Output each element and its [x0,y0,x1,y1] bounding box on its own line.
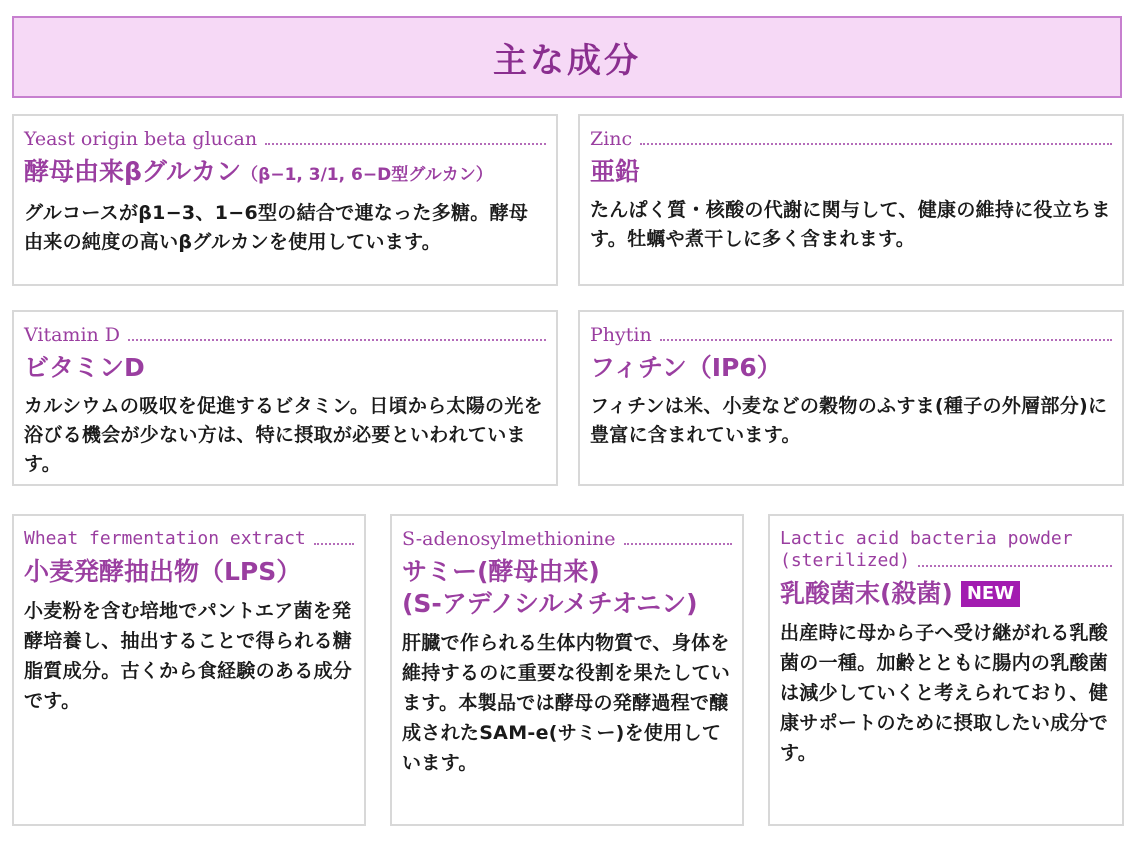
ingredient-japanese-name: ビタミンD [24,353,145,382]
ingredient-english-name [402,528,732,550]
ingredient-card-phytin [578,310,1124,486]
dotted-leader [128,339,546,341]
ingredient-english-label: Phytin [590,324,652,346]
ingredient-english-name [780,528,1112,572]
ingredient-english-label: Yeast origin beta glucan [24,128,258,150]
ingredient-japanese-name: フィチン（IP6） [590,353,782,382]
ingredient-japanese-subtitle: （β−1, 3/1, 6−D型グルカン） [241,165,493,185]
ingredient-japanese-name: 小麦発酵抽出物（LPS） [24,557,302,586]
ingredient-english-name [24,128,546,150]
ingredient-english-label: Zinc [590,128,633,150]
dotted-leader [314,543,354,545]
ingredient-english-name [24,324,546,346]
dotted-leader [660,339,1112,341]
ingredient-english-label-2: (sterilized) [780,550,911,571]
ingredient-english-label: Lactic acid bacteria powder [780,528,1073,549]
ingredient-description: グルコースがβ1−3、1−6型の結合で連なった多糖。酵母由来の純度の高いβグルカンを使用しています。 [24,202,529,253]
ingredient-description: フィチンは米、小麦などの穀物のふすま(種子の外層部分)に豊富に含まれています。 [590,395,1108,446]
ingredient-japanese-name [780,578,1112,610]
dotted-leader [918,565,1112,567]
ingredient-card-zinc [578,114,1124,286]
section-title: 主な成分 [493,40,641,81]
ingredient-card-same [390,514,744,826]
ingredient-japanese-label: 乳酸菌末(殺菌) [780,579,953,608]
ingredient-description: たんぱく質・核酸の代謝に関与して、健康の維持に役立ちます。牡蠣や煮干しに多く含まれます。 [590,199,1111,250]
dotted-leader [265,143,546,145]
ingredient-card-vitamin-d [12,310,558,486]
ingredient-description: カルシウムの吸収を促進するビタミン。日頃から太陽の光を浴びる機会が少ない方は、特に摂取が必要といわれています。 [24,395,543,475]
ingredient-description: 出産時に母から子へ受け継がれる乳酸菌の一種。加齢とともに腸内の乳酸菌は減少していくと考えられており、健康サポートのために摂取したい成分です。 [780,622,1109,764]
ingredient-english-name [590,128,1112,150]
ingredient-japanese-name: 亜鉛 [590,157,641,186]
ingredient-description: 肝臓で作られる生体内物質で、身体を維持するのに重要な役割を果たしています。本製品では酵母の発酵過程で醸成されたSAM-e(サミー)を使用しています。 [402,632,731,774]
ingredient-japanese-label: 酵母由来βグルカン [24,157,242,186]
new-badge: NEW [961,581,1020,607]
ingredient-japanese-label-2: (S-アデノシルメチオニン) [402,589,698,618]
ingredient-english-label: Vitamin D [24,324,121,346]
ingredient-english-name [24,528,354,550]
ingredient-english-name [590,324,1112,346]
ingredient-japanese-name [402,556,732,620]
dotted-leader [640,143,1112,145]
ingredient-card-beta-glucan [12,114,558,286]
ingredient-english-line-2 [780,550,1112,572]
ingredient-description: 小麦粉を含む培地でパントエア菌を発酵培養し、抽出することで得られる糖脂質成分。古くから食経験のある成分です。 [24,600,353,712]
section-header [12,16,1122,98]
ingredient-english-label: Wheat fermentation extract [24,528,306,549]
ingredient-japanese-name [24,156,546,191]
ingredient-japanese-label: サミー(酵母由来) [402,557,600,586]
dotted-leader [624,543,732,545]
ingredient-english-label: S-adenosylmethionine [402,528,616,550]
ingredient-card-lps [12,514,366,826]
ingredient-card-lactic-acid-bacteria [768,514,1124,826]
